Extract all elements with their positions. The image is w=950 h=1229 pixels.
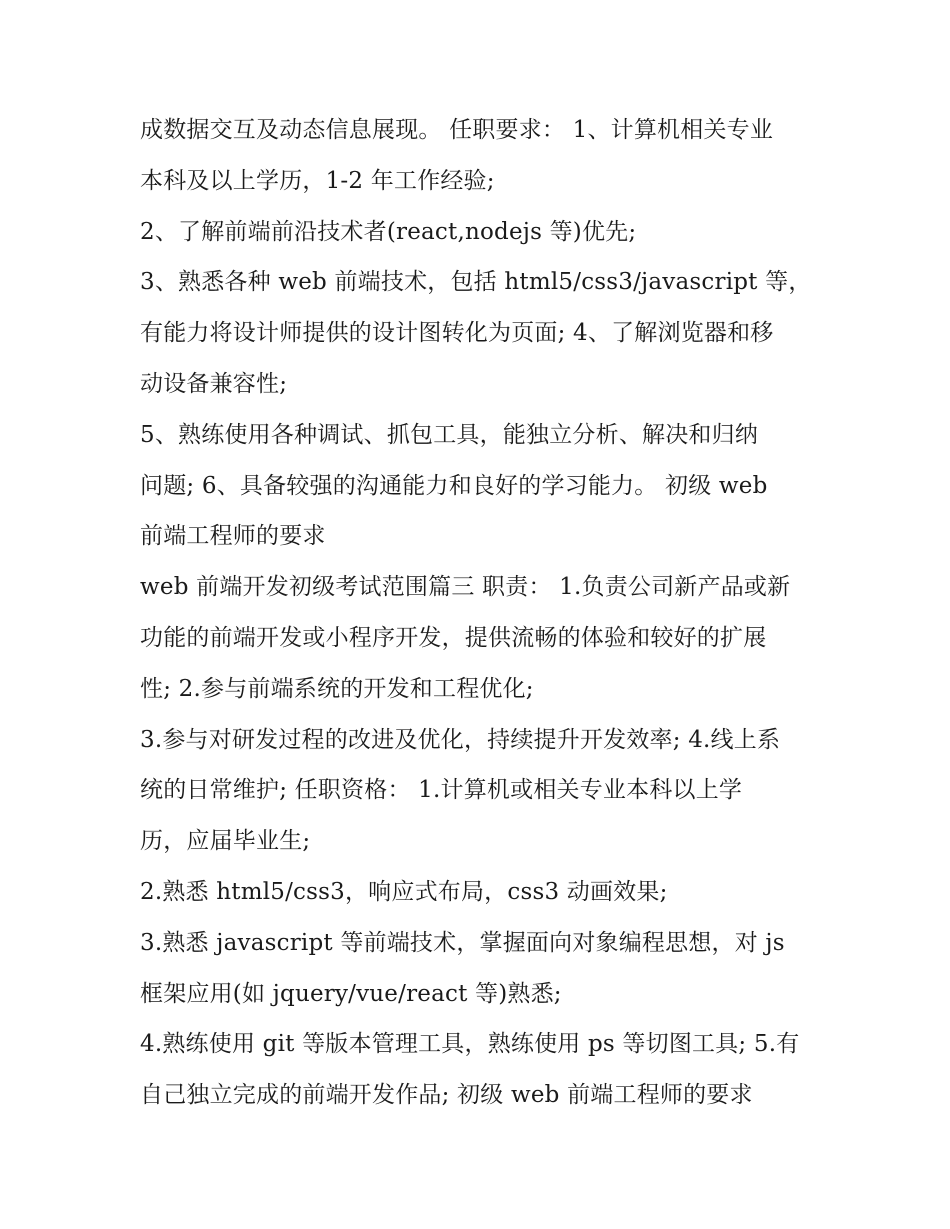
text-line: 5、熟练使用各种调试、抓包工具，能独立分析、解决和归纳: [140, 421, 759, 448]
text-line: 前端工程师的要求: [140, 523, 326, 550]
text-line: 统的日常维护; 任职资格： 1.计算机或相关专业本科以上学: [140, 777, 743, 804]
text-line: 有能力将设计师提供的设计图转化为页面; 4、了解浏览器和移: [140, 320, 774, 347]
text-line: 框架应用(如 jquery/vue/react 等)熟悉;: [140, 980, 562, 1007]
text-line: 动设备兼容性;: [140, 370, 288, 397]
text-line: 功能的前端开发或小程序开发，提供流畅的体验和较好的扩展: [140, 624, 767, 651]
document-body: [140, 105, 820, 1121]
text-line: 自己独立完成的前端开发作品; 初级 web 前端工程师的要求: [140, 1082, 753, 1109]
text-line: 3.参与对研发过程的改进及优化，持续提升开发效率; 4.线上系: [140, 726, 781, 753]
text-line: 成数据交互及动态信息展现。 任职要求： 1、计算机相关专业: [140, 117, 774, 143]
text-line: 问题; 6、具备较强的沟通能力和良好的学习能力。 初级 web: [140, 472, 768, 499]
text-line: 历，应届毕业生;: [140, 828, 311, 855]
text-line: 3、熟悉各种 web 前端技术，包括 html5/css3/javascript 等，: [140, 269, 812, 296]
text-line: 2.熟悉 html5/css3，响应式布局，css3 动画效果;: [140, 878, 668, 905]
text-line: 3.熟悉 javascript 等前端技术，掌握面向对象编程思想，对 js: [140, 929, 785, 956]
text-line: web 前端开发初级考试范围篇三 职责： 1.负责公司新产品或新: [140, 574, 791, 601]
text-line: 2、了解前端前沿技术者(react,nodejs 等)优先;: [140, 218, 637, 245]
text-line: 4.熟练使用 git 等版本管理工具，熟练使用 ps 等切图工具; 5.有: [140, 1031, 800, 1058]
text-line: 性; 2.参与前端系统的开发和工程优化;: [140, 675, 534, 702]
text-line: 本科及以上学历，1-2 年工作经验;: [140, 167, 495, 194]
